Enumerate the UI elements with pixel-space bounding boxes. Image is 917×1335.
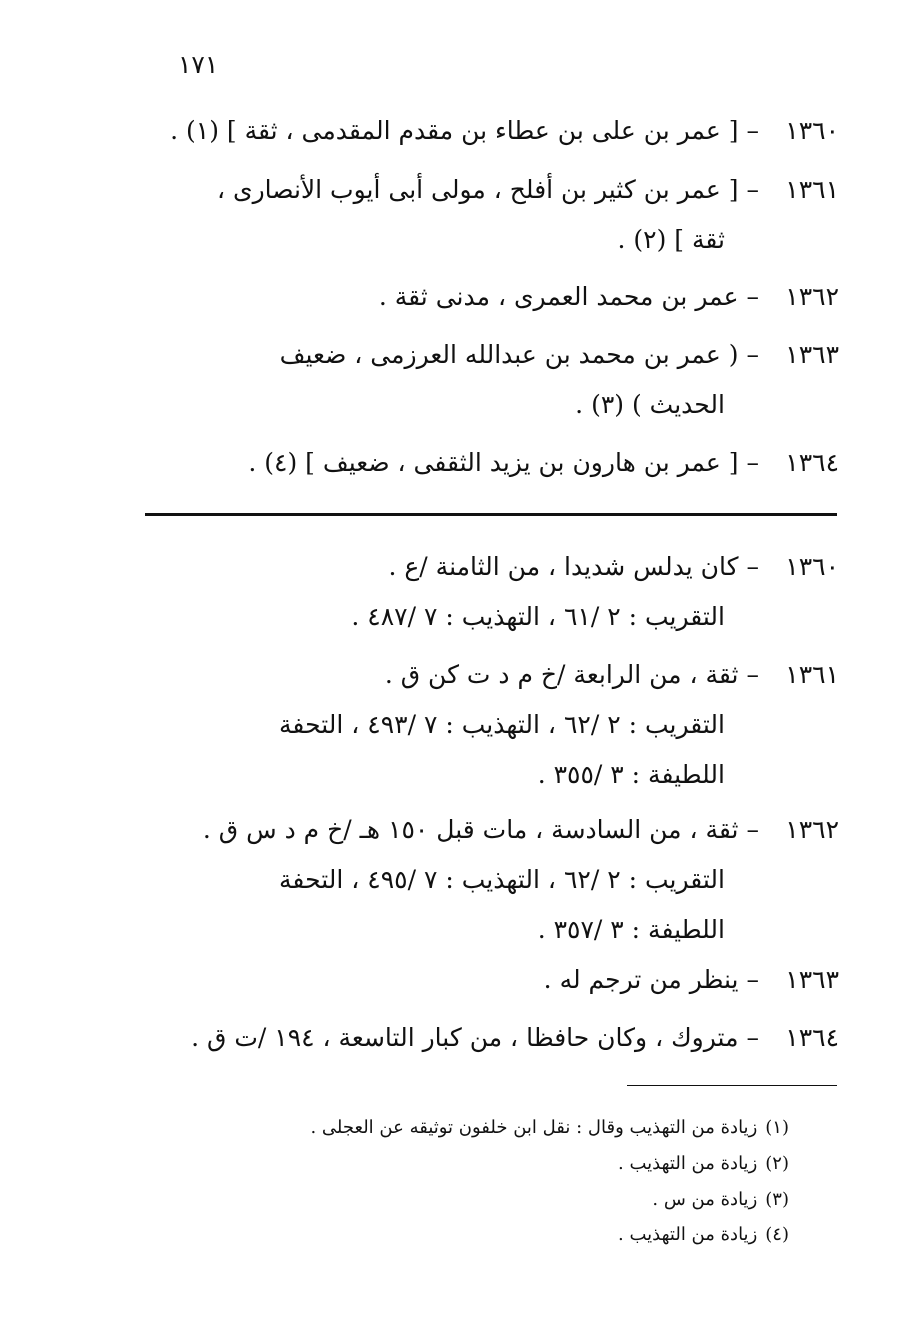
footnote-text: زيادة من التهذيب وقال : نقل ابن خلفون توثيقه عن العجلى . xyxy=(310,1117,758,1138)
footnote xyxy=(652,1185,789,1215)
note-1360: ١٣٦٠–كان يدلس شديدا ، من الثامنة /ع . التقريب : ٢ /٦١ ، التهذيب : ٧ /٤٨٧ . xyxy=(351,542,839,642)
entry-number: ١٣٦٣ xyxy=(785,340,839,369)
entry-text: ( عمر بن محمد بن عبدالله العرزمى ، ضعيف xyxy=(279,340,739,369)
note-number: ١٣٦١ xyxy=(785,660,839,689)
footnote xyxy=(618,1149,789,1179)
note-continuation: اللطيفة : ٣ /٣٥٥ . xyxy=(537,760,725,789)
footnote-number: (٢) xyxy=(765,1153,789,1174)
note-1363: ١٣٦٣–ينظر من ترجم له . xyxy=(544,955,839,1005)
entry-number: ١٣٦٠ xyxy=(785,116,839,145)
footnote-divider xyxy=(627,1085,837,1086)
footnote xyxy=(310,1113,789,1143)
entry-1364: ١٣٦٤–[ عمر بن هارون بن يزيد الثقفى ، ضعيف ] (٤) . xyxy=(248,438,839,488)
note-text: كان يدلس شديدا ، من الثامنة /ع . xyxy=(388,552,739,581)
entry-number: ١٣٦٢ xyxy=(785,282,839,311)
page-number: ١٧١ xyxy=(178,50,219,79)
footnote-text: زيادة من س . xyxy=(652,1189,758,1210)
entry-1362: ١٣٦٢–عمر بن محمد العمرى ، مدنى ثقة . xyxy=(379,272,839,322)
entry-continuation: الحديث ) (٣) . xyxy=(575,390,725,419)
note-text: ثقة ، من الرابعة /خ م د ت كن ق . xyxy=(384,660,739,689)
note-1361: ١٣٦١–ثقة ، من الرابعة /خ م د ت كن ق . التقريب : ٢ /٦٢ ، التهذيب : ٧ /٤٩٣ ، التحفة اللطيفة : ٣ /٣٥٥ . xyxy=(279,650,839,800)
note-text: متروك ، وكان حافظا ، من كبار التاسعة ، ١٩٤ /ت ق . xyxy=(191,1023,739,1052)
entry-1361: ١٣٦١–[ عمر بن كثير بن أفلح ، مولى أبى أيوب الأنصارى ، ثقة ] (٢) . xyxy=(217,165,839,265)
note-continuation: التقريب : ٢ /٦١ ، التهذيب : ٧ /٤٨٧ . xyxy=(351,602,725,631)
note-number: ١٣٦٢ xyxy=(785,815,839,844)
note-text: ينظر من ترجم له . xyxy=(543,965,739,994)
entry-text: [ عمر بن كثير بن أفلح ، مولى أبى أيوب الأنصارى ، xyxy=(217,175,739,204)
note-number: ١٣٦٤ xyxy=(785,1023,839,1052)
footnote-number: (١) xyxy=(765,1117,789,1138)
entry-text: عمر بن محمد العمرى ، مدنى ثقة . xyxy=(378,282,739,311)
footnote xyxy=(618,1220,789,1250)
footnote-text: زيادة من التهذيب . xyxy=(618,1153,758,1174)
note-number: ١٣٦٣ xyxy=(785,965,839,994)
entry-text: [ عمر بن على بن عطاء بن مقدم المقدمى ، ثقة ] (١) . xyxy=(170,116,739,145)
note-1362: ١٣٦٢–ثقة ، من السادسة ، مات قبل ١٥٠ هـ /خ م د س ق . التقريب : ٢ /٦٢ ، التهذيب : ٧ /٤٩٥ ، التحفة اللطيفة : ٣ /٣٥٧ . xyxy=(203,805,839,955)
note-1364: ١٣٦٤–متروك ، وكان حافظا ، من كبار التاسعة ، ١٩٤ /ت ق . xyxy=(191,1013,839,1063)
footnote-text: زيادة من التهذيب . xyxy=(618,1224,758,1245)
entry-continuation: ثقة ] (٢) . xyxy=(617,225,725,254)
entry-number: ١٣٦٤ xyxy=(785,448,839,477)
footnote-number: (٣) xyxy=(765,1189,789,1210)
entry-1360: ١٣٦٠–[ عمر بن على بن عطاء بن مقدم المقدمى ، ثقة ] (١) . xyxy=(170,106,839,156)
footnote-number: (٤) xyxy=(765,1224,789,1245)
note-continuation: التقريب : ٢ /٦٢ ، التهذيب : ٧ /٤٩٥ ، التحفة xyxy=(279,865,725,894)
entry-number: ١٣٦١ xyxy=(785,175,839,204)
entry-1363: ١٣٦٣–( عمر بن محمد بن عبدالله العرزمى ، ضعيف الحديث ) (٣) . xyxy=(280,330,839,430)
note-continuation: اللطيفة : ٣ /٣٥٧ . xyxy=(537,915,725,944)
note-continuation: التقريب : ٢ /٦٢ ، التهذيب : ٧ /٤٩٣ ، التحفة xyxy=(279,710,725,739)
section-divider xyxy=(145,513,837,516)
entry-text: [ عمر بن هارون بن يزيد الثقفى ، ضعيف ] (٤) . xyxy=(248,448,739,477)
note-text: ثقة ، من السادسة ، مات قبل ١٥٠ هـ /خ م د س ق . xyxy=(202,815,739,844)
note-number: ١٣٦٠ xyxy=(785,552,839,581)
